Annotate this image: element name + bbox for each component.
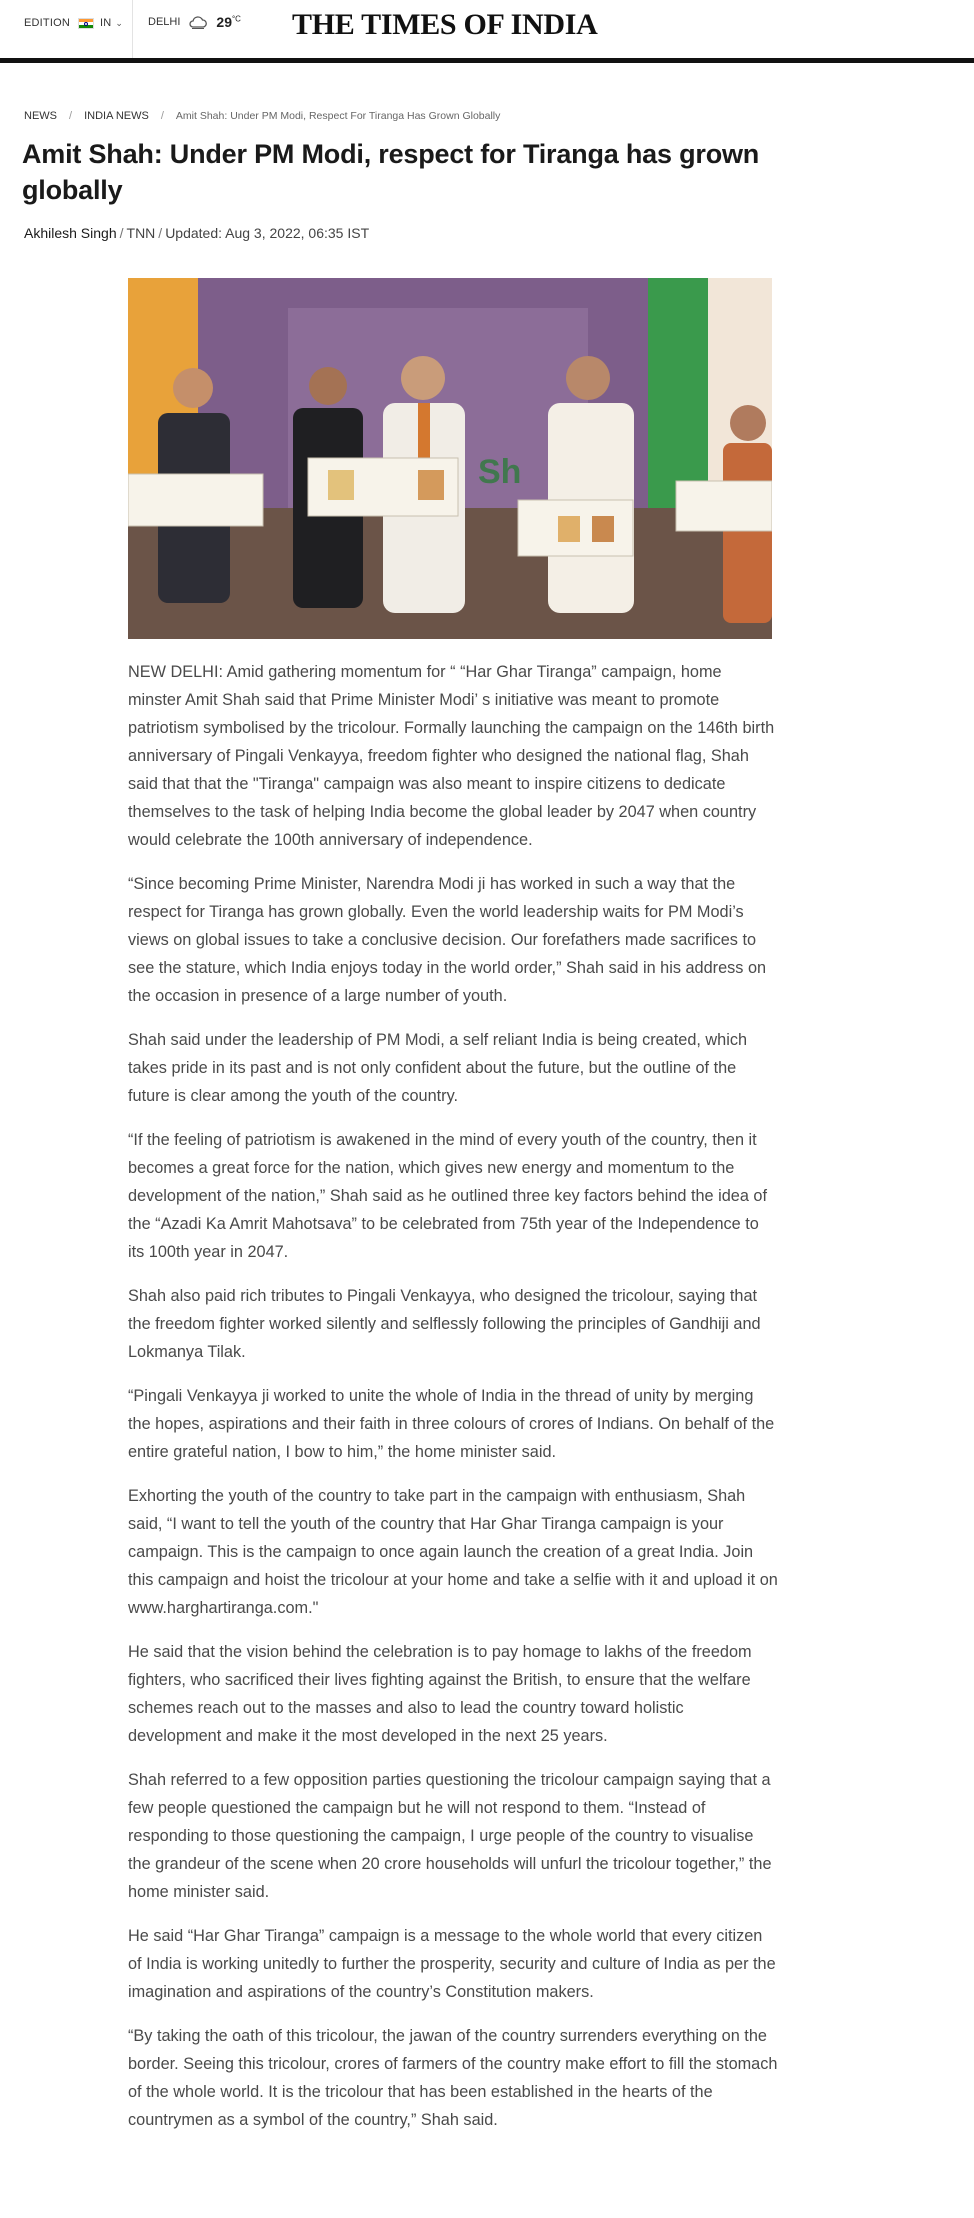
edition-selector[interactable] bbox=[24, 17, 123, 29]
article-paragraph: “Since becoming Prime Minister, Narendra Modi ji has worked in such a way that the respect for Tiranga has grown globally. Even the world leadership waits for PM Modi’s views on global issues to take a conclusive decision. Our forefathers made sacrifices to see the stature, which India enjoys today in the world order,” Shah said in his address on the occasion in presence of a large number of youth. bbox=[128, 875, 767, 1005]
breadcrumb-current: Amit Shah: Under PM Modi, Respect For Tiranga Has Grown Globally bbox=[175, 110, 501, 122]
breadcrumb bbox=[24, 110, 500, 122]
article-headline: Amit Shah: Under PM Modi, respect for Tiranga has grown globally bbox=[22, 139, 760, 205]
article-paragraph: “Pingali Venkayya ji worked to unite the whole of India in the thread of unity by merging the hopes, aspirations and their faith in three colours of crores of Indians. On behalf of the entire grateful nation, I bow to him,” the home minister said. bbox=[128, 1387, 775, 1461]
site-logo[interactable]: THE TIMES OF INDIA bbox=[292, 8, 598, 41]
edition-value: IN bbox=[100, 17, 112, 29]
svg-text:Sh: Sh bbox=[478, 453, 522, 491]
article-paragraph: “If the feeling of patriotism is awakened in the mind of every youth of the country, then it becomes a great force for the nation, which gives new energy and momentum to the development of the nation,” Shah said as he outlined three key factors behind the idea of the “Azadi Ka Amrit Mahotsava” to be celebrated from 75th year of the Independence to its 100th year in 2047. bbox=[128, 1131, 768, 1261]
article-paragraph: Shah referred to a few opposition parties questioning the tricolour campaign saying that a few people questioned the campaign but he will not respond to them. “Instead of responding to those questioning the campaign, I urge people of the country to visualise the grandeur of the scene when 20 crore households will unfurl the tricolour together,” the home minister said. bbox=[128, 1771, 772, 1901]
updated-timestamp: Updated: Aug 3, 2022, 06:35 IST bbox=[165, 225, 370, 241]
article-source: TNN bbox=[126, 225, 156, 241]
weather-city: DELHI bbox=[148, 16, 181, 28]
article-body bbox=[128, 658, 778, 2150]
breadcrumb-separator: / bbox=[160, 110, 164, 122]
article-paragraph: Exhorting the youth of the country to take part in the campaign with enthusiasm, Shah said, “I want to tell the youth of the country that Har Ghar Tiranga campaign is your campaign. This is the campaign to once again launch the creation of a great India. Join this campaign and hoist the tricolour at your home and take a selfie with it and upload it on www.harghartiranga.com." bbox=[128, 1487, 778, 1617]
article-paragraph: Shah said under the leadership of PM Modi, a self reliant India is being created, which takes pride in its past and is not only confident about the future, but the outline of the future is clear among the youth of the country. bbox=[128, 1031, 748, 1105]
edition-label: EDITION bbox=[24, 17, 71, 29]
temperature: $29^{^\circ C}$ bbox=[216, 14, 241, 30]
breadcrumb-separator: / bbox=[69, 110, 73, 122]
cloud-icon bbox=[188, 15, 208, 29]
photo-illustration bbox=[128, 278, 772, 639]
article-paragraph: Shah also paid rich tributes to Pingali Venkayya, who designed the tricolour, saying that the freedom fighter worked silently and selflessly following the principles of Gandhiji and Lokmanya Tilak. bbox=[128, 1287, 761, 1361]
breadcrumb-india-news[interactable]: INDIA NEWS bbox=[84, 110, 149, 122]
article-photo[interactable] bbox=[128, 278, 772, 639]
india-flag-icon bbox=[78, 18, 94, 29]
byline: Akhilesh Singh / TNN / Updated: Aug 3, 2022, 06:35 IST bbox=[24, 225, 370, 241]
article-paragraph: “By taking the oath of this tricolour, the jawan of the country surrenders everything on the border. Seeing this tricolour, crores of farmers of the country make effort to fill the stomach of the whole world. It is the tricolour that has been established in the hearts of the countrymen as a symbol of the country,” Shah said. bbox=[128, 2027, 778, 2129]
article-paragraph: He said “Har Ghar Tiranga” campaign is a message to the whole world that every citizen of India is working unitedly to further the prosperity, security and culture of India as per the imagination and aspirations of the country’s Constitution makers. bbox=[128, 1927, 776, 2001]
header-divider bbox=[132, 0, 133, 58]
author-name[interactable]: Akhilesh Singh bbox=[24, 225, 117, 241]
chevron-down-icon: ⌄ bbox=[115, 17, 124, 28]
article-paragraph: He said that the vision behind the celebration is to pay homage to lakhs of the freedom fighters, who sacrificed their lives fighting against the British, to ensure that the welfare schemes reach out to the masses and also to lead the country toward holistic development and make it the most developed in the next 25 years. bbox=[128, 1643, 752, 1745]
weather-widget[interactable] bbox=[148, 14, 241, 30]
site-header bbox=[0, 0, 974, 63]
article-paragraph: NEW DELHI: Amid gathering momentum for “ “Har Ghar Tiranga” campaign, home minster Amit Shah said that Prime Minister Modi’ s initiative was meant to promote patriotism symbolised by the tricolour. Formally launching the campaign on the 146th birth anniversary of Pingali Venkayya, freedom fighter who designed the national flag, Shah said that that the "Tiranga" campaign was also meant to inspire citizens to dedicate themselves to the task of helping India become the global leader by 2047 when country would celebrate the 100th anniversary of independence. bbox=[128, 663, 775, 849]
breadcrumb-news[interactable]: NEWS bbox=[24, 110, 57, 122]
